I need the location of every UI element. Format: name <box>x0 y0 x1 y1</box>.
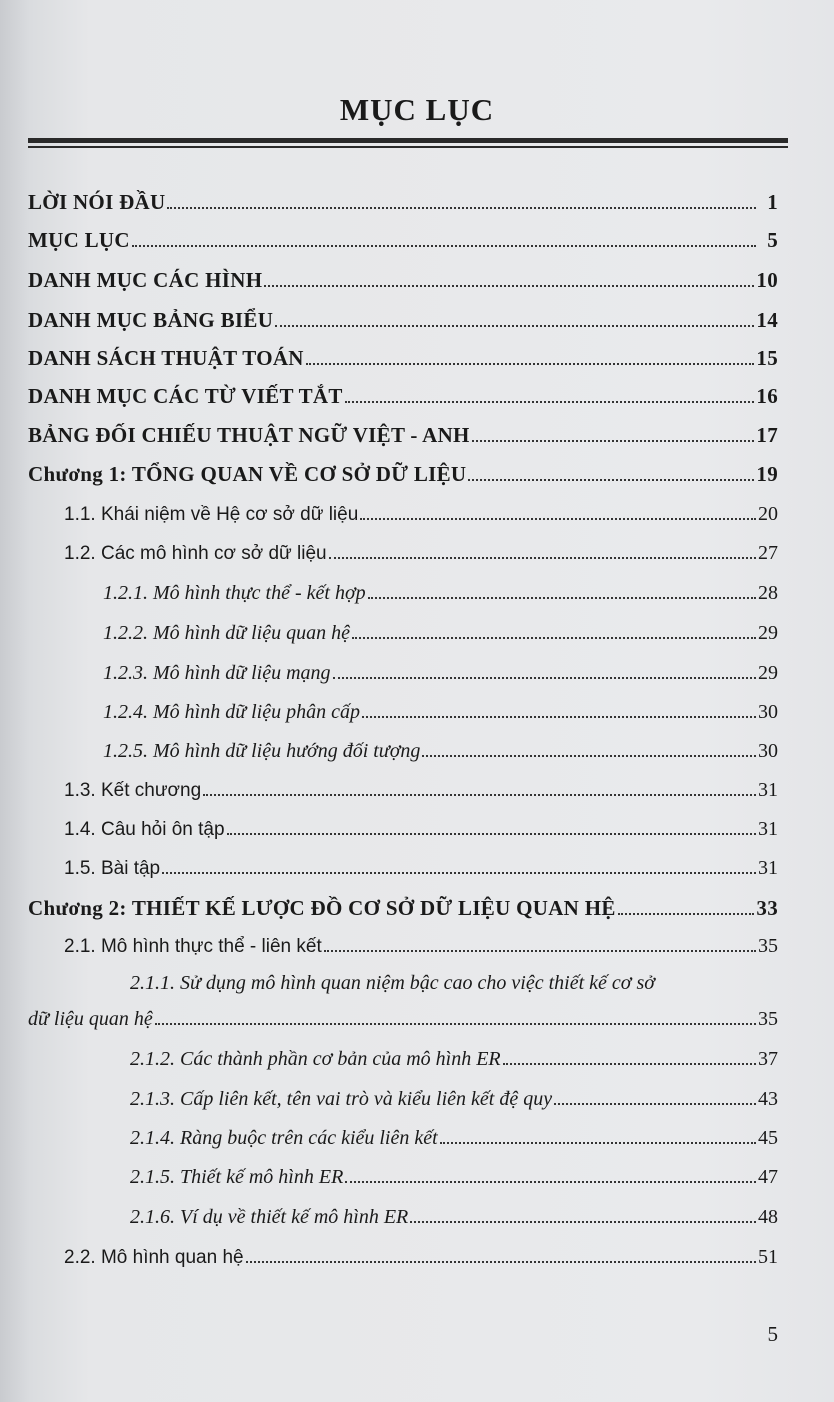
leader-dots <box>306 363 755 365</box>
toc-subsection[interactable] <box>103 740 778 763</box>
toc-entry[interactable] <box>28 346 778 371</box>
toc-entry-label: 2.1.2. Các thành phần cơ bản của mô hình ER <box>130 1048 501 1070</box>
toc-entry-label: 1.2.4. Mô hình dữ liệu phân cấp <box>103 701 360 723</box>
toc-entry-label: DANH MỤC CÁC TỪ VIẾT TẮT <box>28 384 343 408</box>
toc-entry[interactable] <box>28 268 778 293</box>
toc-entry-label: 2.1.3. Cấp liên kết, tên vai trò và kiểu liên kết đệ quy <box>130 1088 553 1110</box>
toc-section[interactable] <box>64 503 778 526</box>
toc-section[interactable] <box>64 818 778 841</box>
toc-entry-label: 1.4. Câu hỏi ôn tập <box>64 819 225 840</box>
toc-entry-page: 17 <box>756 423 778 447</box>
toc-entry-page: 30 <box>758 740 778 762</box>
leader-dots <box>554 1103 756 1105</box>
toc-entry-page: 43 <box>758 1088 778 1110</box>
toc-subsection[interactable] <box>103 662 778 685</box>
page-number: 5 <box>767 1322 778 1346</box>
toc-entry-label: dữ liệu quan hệ <box>28 1008 153 1030</box>
toc-entry-page: 31 <box>758 779 778 801</box>
toc-entry-label: 1.1. Khái niệm về Hệ cơ sở dữ liệu <box>64 504 359 525</box>
leader-dots <box>345 401 755 403</box>
toc-entry[interactable] <box>28 190 778 215</box>
leader-dots <box>275 325 754 327</box>
toc-subsection-first-line[interactable]: 2.1.1. Sử dụng mô hình quan niệm bậc cao cho việc thiết kế cơ sở <box>130 972 655 994</box>
toc-entry-page: 48 <box>758 1206 778 1228</box>
toc-entry-page: 20 <box>758 503 778 525</box>
leader-dots <box>422 755 756 757</box>
toc-entry-label: BẢNG ĐỐI CHIẾU THUẬT NGỮ VIỆT - ANH <box>28 423 470 447</box>
toc-section[interactable] <box>64 935 778 958</box>
toc-entry-label: 1.2.1. Mô hình thực thể - kết hợp <box>103 582 366 604</box>
toc-entry-page: 19 <box>756 462 778 486</box>
toc-entry-label: 1.2.3. Mô hình dữ liệu mạng <box>103 662 331 684</box>
toc-entry-label: LỜI NÓI ĐẦU <box>28 190 166 214</box>
leader-dots <box>352 637 756 639</box>
toc-entry-page: 15 <box>756 346 778 370</box>
toc-entry-page: 37 <box>758 1048 778 1070</box>
toc-entry-page: 27 <box>758 542 778 564</box>
leader-dots <box>246 1261 756 1263</box>
toc-subsection[interactable] <box>130 1048 778 1071</box>
toc-entry-page: 1 <box>767 190 778 214</box>
toc-entry-page: 33 <box>756 896 778 920</box>
toc-entry-page: 45 <box>758 1127 778 1149</box>
toc-chapter[interactable] <box>28 896 778 921</box>
toc-entry-page: 10 <box>756 268 778 292</box>
toc-entry-label: DANH MỤC BẢNG BIỂU <box>28 308 274 332</box>
toc-entry-page: 14 <box>756 308 778 332</box>
toc-entry-label: MỤC LỤC <box>28 228 130 252</box>
toc-entry-page: 31 <box>758 857 778 879</box>
leader-dots <box>329 557 756 559</box>
leader-dots <box>324 950 756 952</box>
toc-entry-page: 29 <box>758 622 778 644</box>
toc-entry-page: 31 <box>758 818 778 840</box>
title-rule-thin <box>28 146 788 148</box>
toc-entry-page: 28 <box>758 582 778 604</box>
toc-entry-label: Chương 1: TỔNG QUAN VỀ CƠ SỞ DỮ LIỆU <box>28 462 467 486</box>
toc-subsection[interactable] <box>28 1008 778 1031</box>
toc-entry-page: 35 <box>758 1008 778 1030</box>
toc-entry-label: 2.1.5. Thiết kế mô hình ER <box>130 1166 344 1188</box>
leader-dots <box>155 1023 756 1025</box>
leader-dots <box>132 245 756 247</box>
leader-dots <box>468 479 754 481</box>
toc-section[interactable] <box>64 1246 778 1269</box>
toc-entry-page: 47 <box>758 1166 778 1188</box>
toc-entry-label: 1.2.2. Mô hình dữ liệu quan hệ <box>103 622 350 644</box>
toc-entry[interactable] <box>28 384 778 409</box>
toc-entry-label: 1.5. Bài tập <box>64 858 161 879</box>
leader-dots <box>618 913 755 915</box>
toc-entry-page: 16 <box>756 384 778 408</box>
toc-subsection[interactable] <box>130 1206 778 1229</box>
toc-entry-label: 1.2. Các mô hình cơ sở dữ liệu <box>64 543 327 564</box>
leader-dots <box>227 833 756 835</box>
leader-dots <box>410 1221 756 1223</box>
toc-entry[interactable] <box>28 228 778 253</box>
toc-section[interactable] <box>64 779 778 802</box>
toc-entry-page: 51 <box>758 1246 778 1268</box>
leader-dots <box>333 677 756 679</box>
toc-entry-label: DANH MỤC CÁC HÌNH <box>28 268 263 292</box>
leader-dots <box>203 794 756 796</box>
toc-entry[interactable] <box>28 308 778 333</box>
leader-dots <box>345 1181 756 1183</box>
toc-subsection[interactable] <box>130 1166 778 1189</box>
toc-entry-label: DANH SÁCH THUẬT TOÁN <box>28 346 304 370</box>
toc-subsection[interactable] <box>103 701 778 724</box>
leader-dots <box>472 440 755 442</box>
leader-dots <box>162 872 756 874</box>
leader-dots <box>360 518 756 520</box>
toc-entry-page: 5 <box>767 228 778 252</box>
toc-chapter[interactable] <box>28 462 778 487</box>
toc-section[interactable] <box>64 542 778 565</box>
toc-entry-label: 2.1.4. Ràng buộc trên các kiểu liên kết <box>130 1127 438 1149</box>
toc-entry-page: 30 <box>758 701 778 723</box>
toc-entry-label: Chương 2: THIẾT KẾ LƯỢC ĐỒ CƠ SỞ DỮ LIỆU QUAN HỆ <box>28 896 616 920</box>
toc-subsection[interactable] <box>130 1088 778 1111</box>
title-rule-thick <box>28 138 788 143</box>
page-title: MỤC LỤC <box>339 92 495 127</box>
toc-entry-label: 2.1. Mô hình thực thể - liên kết <box>64 936 322 957</box>
toc-entry-page: 29 <box>758 662 778 684</box>
leader-dots <box>167 207 756 209</box>
toc-entry-label: 1.3. Kết chương <box>64 780 202 801</box>
leader-dots <box>264 285 754 287</box>
toc-subsection[interactable] <box>103 582 778 605</box>
toc-entry-label: 1.2.5. Mô hình dữ liệu hướng đối tượng <box>103 740 421 762</box>
toc-subsection[interactable] <box>130 1127 778 1150</box>
leader-dots <box>503 1063 756 1065</box>
leader-dots <box>362 716 756 718</box>
leader-dots <box>440 1142 756 1144</box>
toc-entry[interactable] <box>28 423 778 448</box>
toc-section[interactable] <box>64 857 778 880</box>
toc-entry-label: 2.1.6. Ví dụ về thiết kế mô hình ER <box>130 1206 409 1228</box>
toc-entry-page: 35 <box>758 935 778 957</box>
leader-dots <box>368 597 756 599</box>
toc-subsection[interactable] <box>103 622 778 645</box>
toc-entry-label: 2.2. Mô hình quan hệ <box>64 1247 244 1268</box>
